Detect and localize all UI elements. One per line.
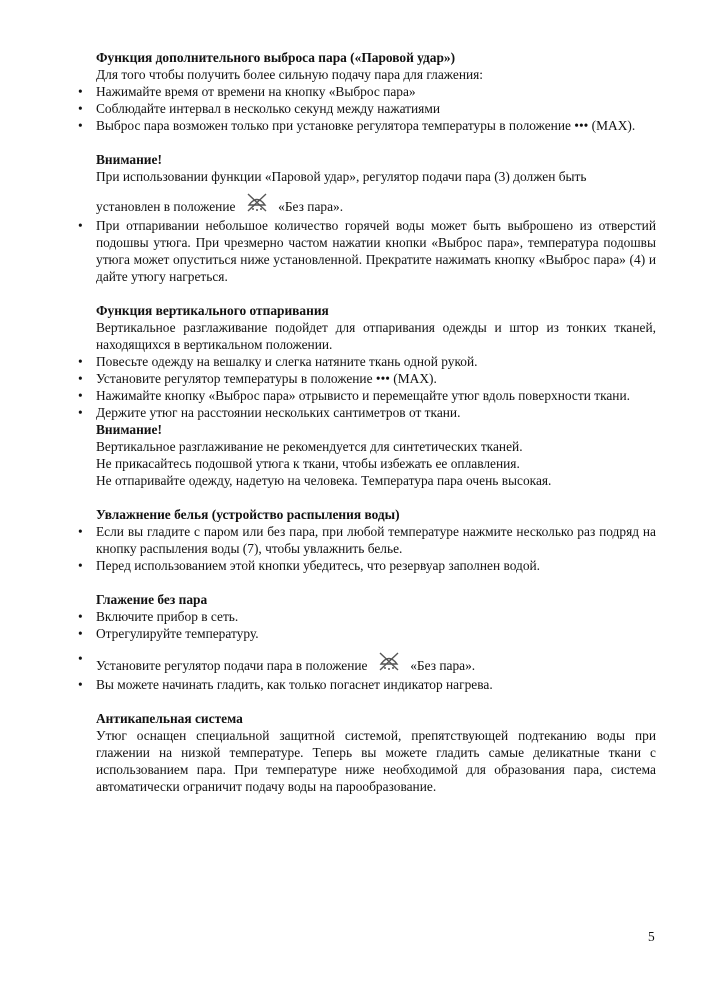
section-title: Функция вертикального отпаривания: [96, 303, 329, 318]
bullet-list: [96, 217, 656, 285]
no-steam-icon: [245, 191, 269, 217]
list-item: • Установите регулятор температуры в положение ••• (MAX).: [96, 370, 656, 387]
attention-title: Внимание!: [96, 152, 162, 167]
list-item: • Нажимайте кнопку «Выброс пара» отрывисто и перемещайте утюг вдоль поверхности ткани.: [96, 387, 656, 404]
section-spray: [96, 506, 656, 574]
section-anti-drip: [96, 710, 656, 795]
attention-text-icon-line: [96, 191, 656, 217]
list-item: • Держите утюг на расстоянии нескольких сантиметров от ткани.: [96, 404, 656, 421]
list-item: • При отпаривании небольшое количество горячей воды может быть выброшено из отверстий подошвы утюга. При чрезмерно частом нажатии кнопки «Выброс пара», температура подошвы утюга может опуститься ниже установленной. Прекратите нажимать кнопку «Выброс пара» (4) и дайте утюгу нагреться.: [96, 217, 656, 285]
section-intro: Вертикальное разглаживание подойдет для отпаривания одежды и штор из тонких тканей, находящихся в вертикальном положении.: [96, 320, 656, 352]
list-item: • Включите прибор в сеть.: [96, 608, 656, 625]
section-steam-burst: [96, 49, 656, 285]
section-text: Утюг оснащен специальной защитной системой, препятствующей подтеканию воды при глажении на низкой температуре. Теперь вы можете гладить самые деликатные ткани с использованием пара. При температуре ниже необходимой для образования пара, система автоматически ограничит подачу воды на парообразование.: [96, 728, 656, 794]
bullet-list: [96, 608, 656, 693]
section-dry-ironing: [96, 591, 656, 693]
list-item: • Соблюдайте интервал в несколько секунд между нажатиями: [96, 100, 656, 117]
bullet-list: [96, 353, 656, 421]
section-title: Глажение без пара: [96, 592, 208, 607]
list-item: • Выброс пара возможен только при установке регулятора температуры в положение ••• (MAX).: [96, 117, 656, 134]
list-item: • Вы можете начинать гладить, как только погаснет индикатор нагрева.: [96, 676, 656, 693]
section-title: Увлажнение белья (устройство распыления воды): [96, 507, 400, 522]
bullet-list: [96, 83, 656, 134]
attention-title: Внимание!: [96, 422, 162, 437]
section-title: Функция дополнительного выброса пара («Паровой удар»): [96, 50, 456, 65]
list-item: • Повесьте одежду на вешалку и слегка натяните ткань одной рукой.: [96, 353, 656, 370]
attention-line: Вертикальное разглаживание не рекомендуется для синтетических тканей.: [96, 439, 523, 454]
list-item: • Если вы гладите с паром или без пара, при любой температуре нажмите несколько раз подряд на кнопку распыления воды (7), чтобы увлажнить белье.: [96, 523, 656, 557]
attention-line: Не отпаривайте одежду, надетую на человека. Температура пара очень высокая.: [96, 473, 552, 488]
list-item: • Нажимайте время от времени на кнопку «Выброс пара»: [96, 83, 656, 100]
section-title: Антикапельная система: [96, 711, 243, 726]
page-number: 5: [648, 929, 655, 944]
list-item: • Перед использованием этой кнопки убедитесь, что резервуар заполнен водой.: [96, 557, 656, 574]
list-item: • Отрегулируйте температуру.: [96, 625, 656, 642]
list-item-text: Установите регулятор подачи пара в положение: [96, 658, 368, 673]
section-vertical-steam: [96, 302, 656, 489]
list-item-text: «Без пара».: [410, 658, 476, 673]
no-steam-icon: [377, 650, 401, 676]
attention-text-part: установлен в положение: [96, 199, 236, 214]
page-content: [96, 49, 656, 812]
bullet-list: [96, 523, 656, 574]
list-item: [96, 650, 656, 676]
section-intro: Для того чтобы получить более сильную подачу пара для глажения:: [96, 67, 484, 82]
attention-text-part: «Без пара».: [278, 199, 344, 214]
attention-text: При использовании функции «Паровой удар», регулятор подачи пара (3) должен быть: [96, 169, 587, 184]
attention-line: Не прикасайтесь подошвой утюга к ткани, чтобы избежать ее оплавления.: [96, 456, 520, 471]
